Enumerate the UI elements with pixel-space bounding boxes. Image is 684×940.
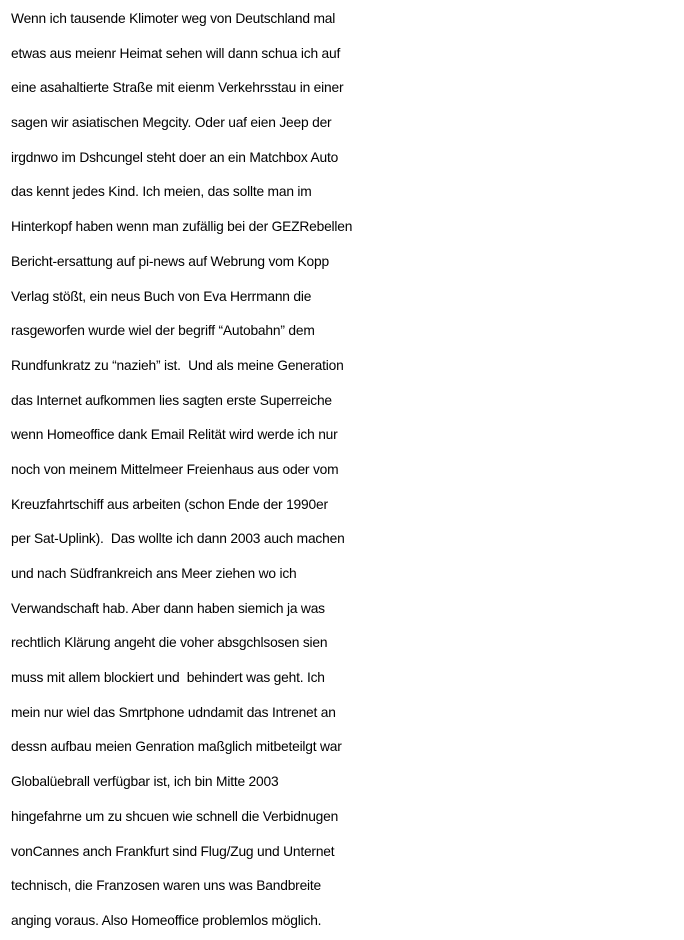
text-line: Rundfunkratz zu “nazieh” ist. Und als meine Generation [11, 357, 344, 373]
text-line: rasgeworfen wurde wiel der begriff “Autobahn” dem [11, 323, 315, 339]
text-line: Globalüebrall verfügbar ist, ich bin Mitte 2003 [11, 774, 279, 790]
text-line: irgdnwo im Dshcungel steht doer an ein Matchbox Auto [11, 149, 339, 165]
text-line: sagen wir asiatischen Megcity. Oder uaf eien Jeep der [11, 115, 332, 131]
text-line: wenn Homeoffice dank Email Relität wird werde ich nur [11, 427, 338, 443]
text-line: mein nur wiel das Smrtphone udndamit das Intrenet an [11, 704, 336, 720]
text-line: technisch, die Franzosen waren uns was Bandbreite [11, 878, 322, 894]
text-line: und nach Südfrankreich ans Meer ziehen wo ich [11, 566, 297, 581]
text-line: Kreuzfahrtschiff aus arbeiten (schon Ende der 1990er [11, 496, 328, 512]
text-line: Verlag stößt, ein neus Buch von Eva Herrmann die [11, 288, 312, 304]
text-line: etwas aus meienr Heimat sehen will dann schua ich auf [11, 45, 341, 61]
text-line: noch von meinem Mittelmeer Freienhaus aus oder vom [11, 461, 339, 477]
text-line: Verwandschaft hab. Aber dann haben siemich ja was [11, 600, 325, 616]
text-line: eine asahaltierte Straße mit eienm Verkehrsstau in einer [11, 80, 344, 96]
text-line: Bericht-ersattung auf pi-news auf Webrung vom Kopp [11, 253, 329, 269]
text-line: rechtlich Klärung angeht die voher absgchlsosen sien [11, 635, 328, 651]
text-line: per Sat-Uplink). Das wollte ich dann 2003 auch machen [11, 531, 345, 547]
text-line: das kennt jedes Kind. Ich meien, das sollte man im [11, 184, 312, 200]
text-line: das Internet aufkommen lies sagten erste Superreiche [11, 392, 332, 408]
text-line: dessn aufbau meien Genration maßglich mitbeteilgt war [11, 739, 342, 755]
text-line: muss mit allem blockiert und behindert was geht. Ich [11, 670, 325, 686]
text-line: anging voraus. Also Homeoffice problemlos möglich. [11, 912, 322, 928]
text-line: Hinterkopf haben wenn man zufällig bei der GEZRebellen [11, 219, 353, 235]
text-line: vonCannes anch Frankfurt sind Flug/Zug und Unternet [11, 843, 335, 859]
document-body [11, 2, 683, 939]
text-line: Wenn ich tausende Klimoter weg von Deutschland mal [11, 11, 336, 26]
text-line: hingefahrne um zu shcuen wie schnell die Verbidnugen [11, 808, 339, 824]
